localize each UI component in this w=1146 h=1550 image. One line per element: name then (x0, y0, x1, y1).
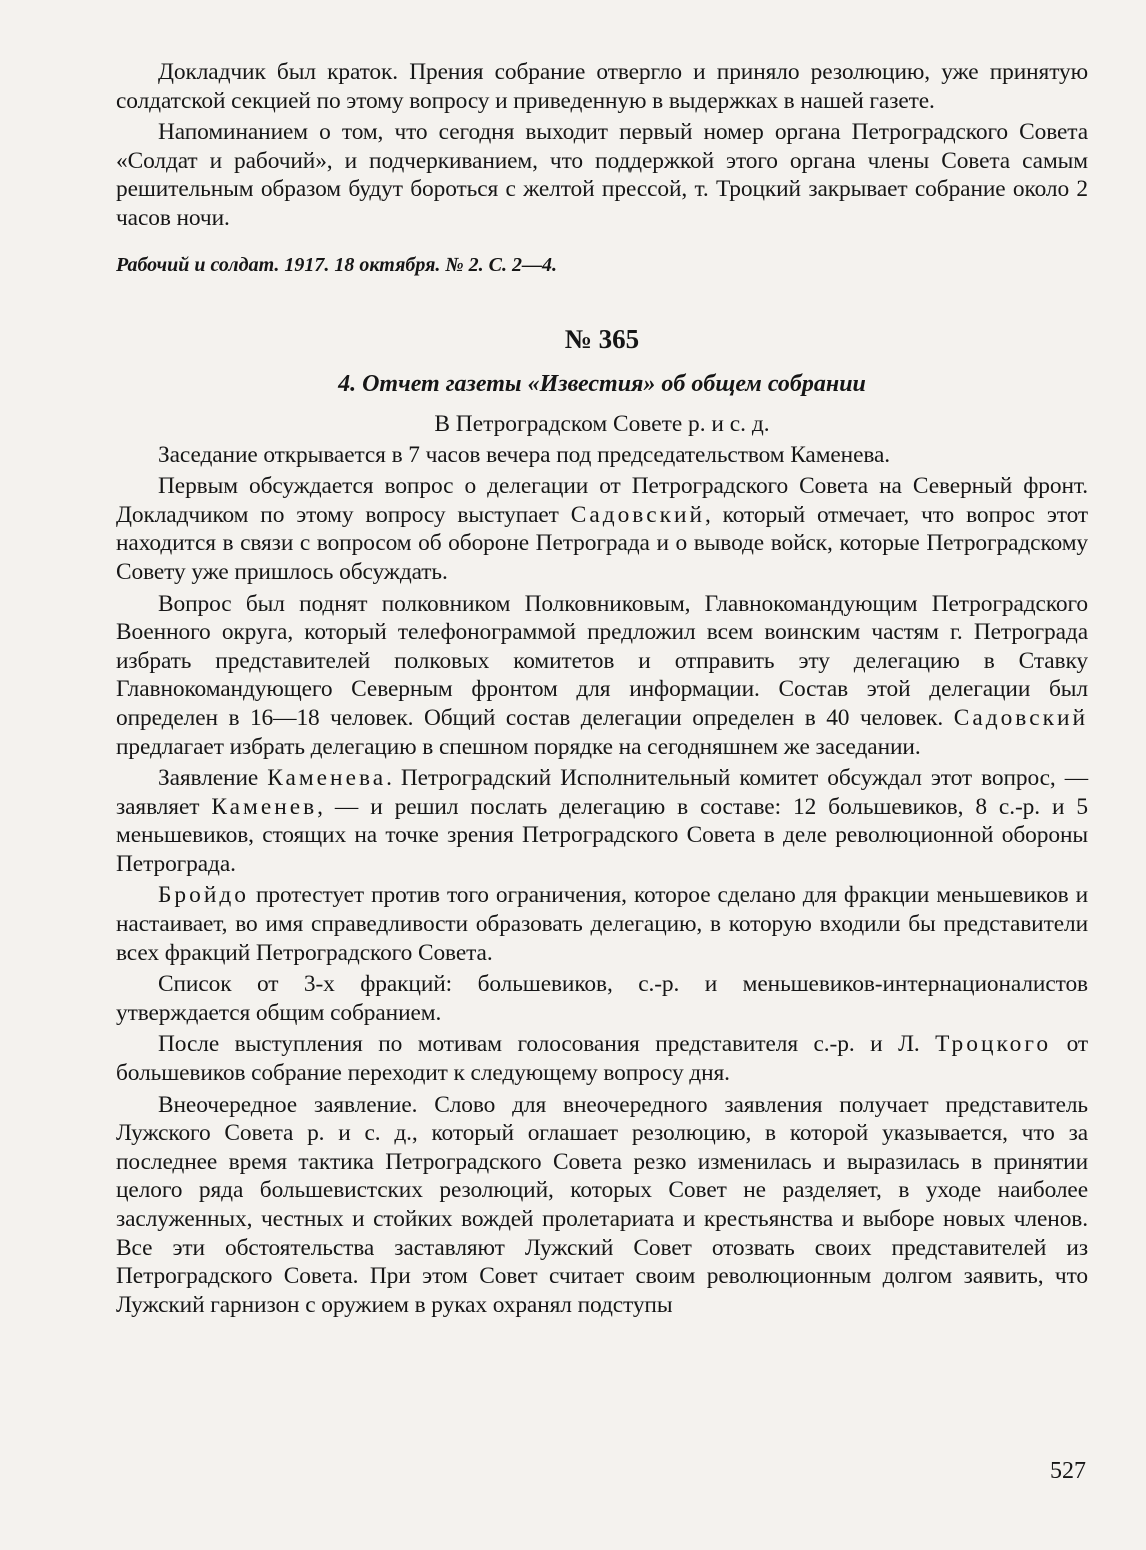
spaced-name: Каменев (211, 793, 318, 820)
spaced-name: Садовский (570, 501, 705, 528)
paragraph-2: Первым обсуждается вопрос о делегации от Петроградского Совета на Северный фронт. Докладчиком по этому вопросу выступает Садовский, который отмечает, что вопрос этот находится в связи с вопросом об обороне Петрограда и о выводе войск, которые Петроградскому Совету уже пришлось обсуждать. (116, 473, 1089, 585)
spaced-name: Бройдо (158, 882, 249, 909)
spaced-name: Троцкого (935, 1031, 1052, 1058)
page-number: 527 (1050, 1458, 1086, 1484)
paragraph-7: После выступления по мотивам голосования представителя с.-р. и Л. Троцкого от большевиков собрание переходит к следующему вопросу дня. (116, 1031, 1088, 1087)
paragraph-3: Вопрос был поднят полковником Полковниковым, Главнокомандующим Петроградского Военного округа, который телефонограммой предложил всем воинским частям г. Петрограда избрать представителей полковых комитетов и отправить эту делегацию в Ставку Главнокомандующего Северным фронтом для информации. Состав этой делегации был определен в 16—18 человек. Общий состав делегации определен в 40 человек. Садовский предлагает избрать делегацию в спешном порядке на сегодняшнем же заседании. (116, 590, 1088, 760)
page-body (116, 58, 1088, 1319)
spaced-name: Каменева (267, 765, 387, 792)
paragraph-4: Заявление Каменева. Петроградский Исполнительный комитет обсуждал этот вопрос, — заявляет Каменев, — и решил послать делегацию в составе: 12 большевиков, 8 с.-р. и 5 меньшевиков, стоящих на точке зрения Петроградского Совета в деле революционной обороны Петрограда. (116, 765, 1088, 877)
subheading: В Петроградском Совете р. и с. д. (434, 410, 770, 437)
paragraph-8: Внеочередное заявление. Слово для внеочередного заявления получает представитель Лужского Совета р. и с. д., который оглашает резолюцию, в которой указывается, что за последнее время тактика Петроградского Совета резко изменилась и выразилась в принятии целого ряда большевистских резолюций, которых Совет не разделяет, в уходе наиболее заслуженных, честных и стойких вождей пролетариата и крестьянства и выборе новых членов. Все эти обстоятельства заставляют Лужский Совет отозвать своих представителей из Петроградского Совета. При этом Совет считает своим революционным долгом заявить, что Лужский гарнизон с оружием в руках охранял подступы (116, 1091, 1088, 1318)
paragraph-5: Бройдо протестует против того ограничения, которое сделано для фракции меньшевиков и настаивает, во имя справедливости образовать делегацию, в которую входили бы представители всех фракций Петроградского Совета. (116, 882, 1088, 966)
source-citation: Рабочий и солдат. 1917. 18 октября. № 2. С. 2—4. (116, 253, 558, 276)
paragraph-6: Список от 3-х фракций: большевиков, с.-р. и меньшевиков-интернационалистов утверждается общим собранием. (116, 971, 1088, 1026)
spaced-name: Садовский (953, 704, 1088, 731)
paragraph-1: Заседание открывается в 7 часов вечера под председательством Каменева. (158, 441, 891, 468)
document-title: 4. Отчет газеты «Известия» об общем собрании (338, 370, 866, 397)
document-number: № 365 (564, 323, 640, 354)
paragraph-intro-2: Напоминанием о том, что сегодня выходит первый номер органа Петроградского Совета «Солдат и рабочий», и подчеркиванием, что поддержкой этого органа члены Совета самым решительным образом будут бороться с желтой прессой, т. Троцкий закрывает собрание около 2 часов ночи. (116, 119, 1088, 231)
paragraph-intro-1: Докладчик был краток. Прения собрание отвергло и приняло резолюцию, уже принятую солдатской секцией по этому вопросу и приведенную в выдержках в нашей газете. (116, 59, 1088, 114)
